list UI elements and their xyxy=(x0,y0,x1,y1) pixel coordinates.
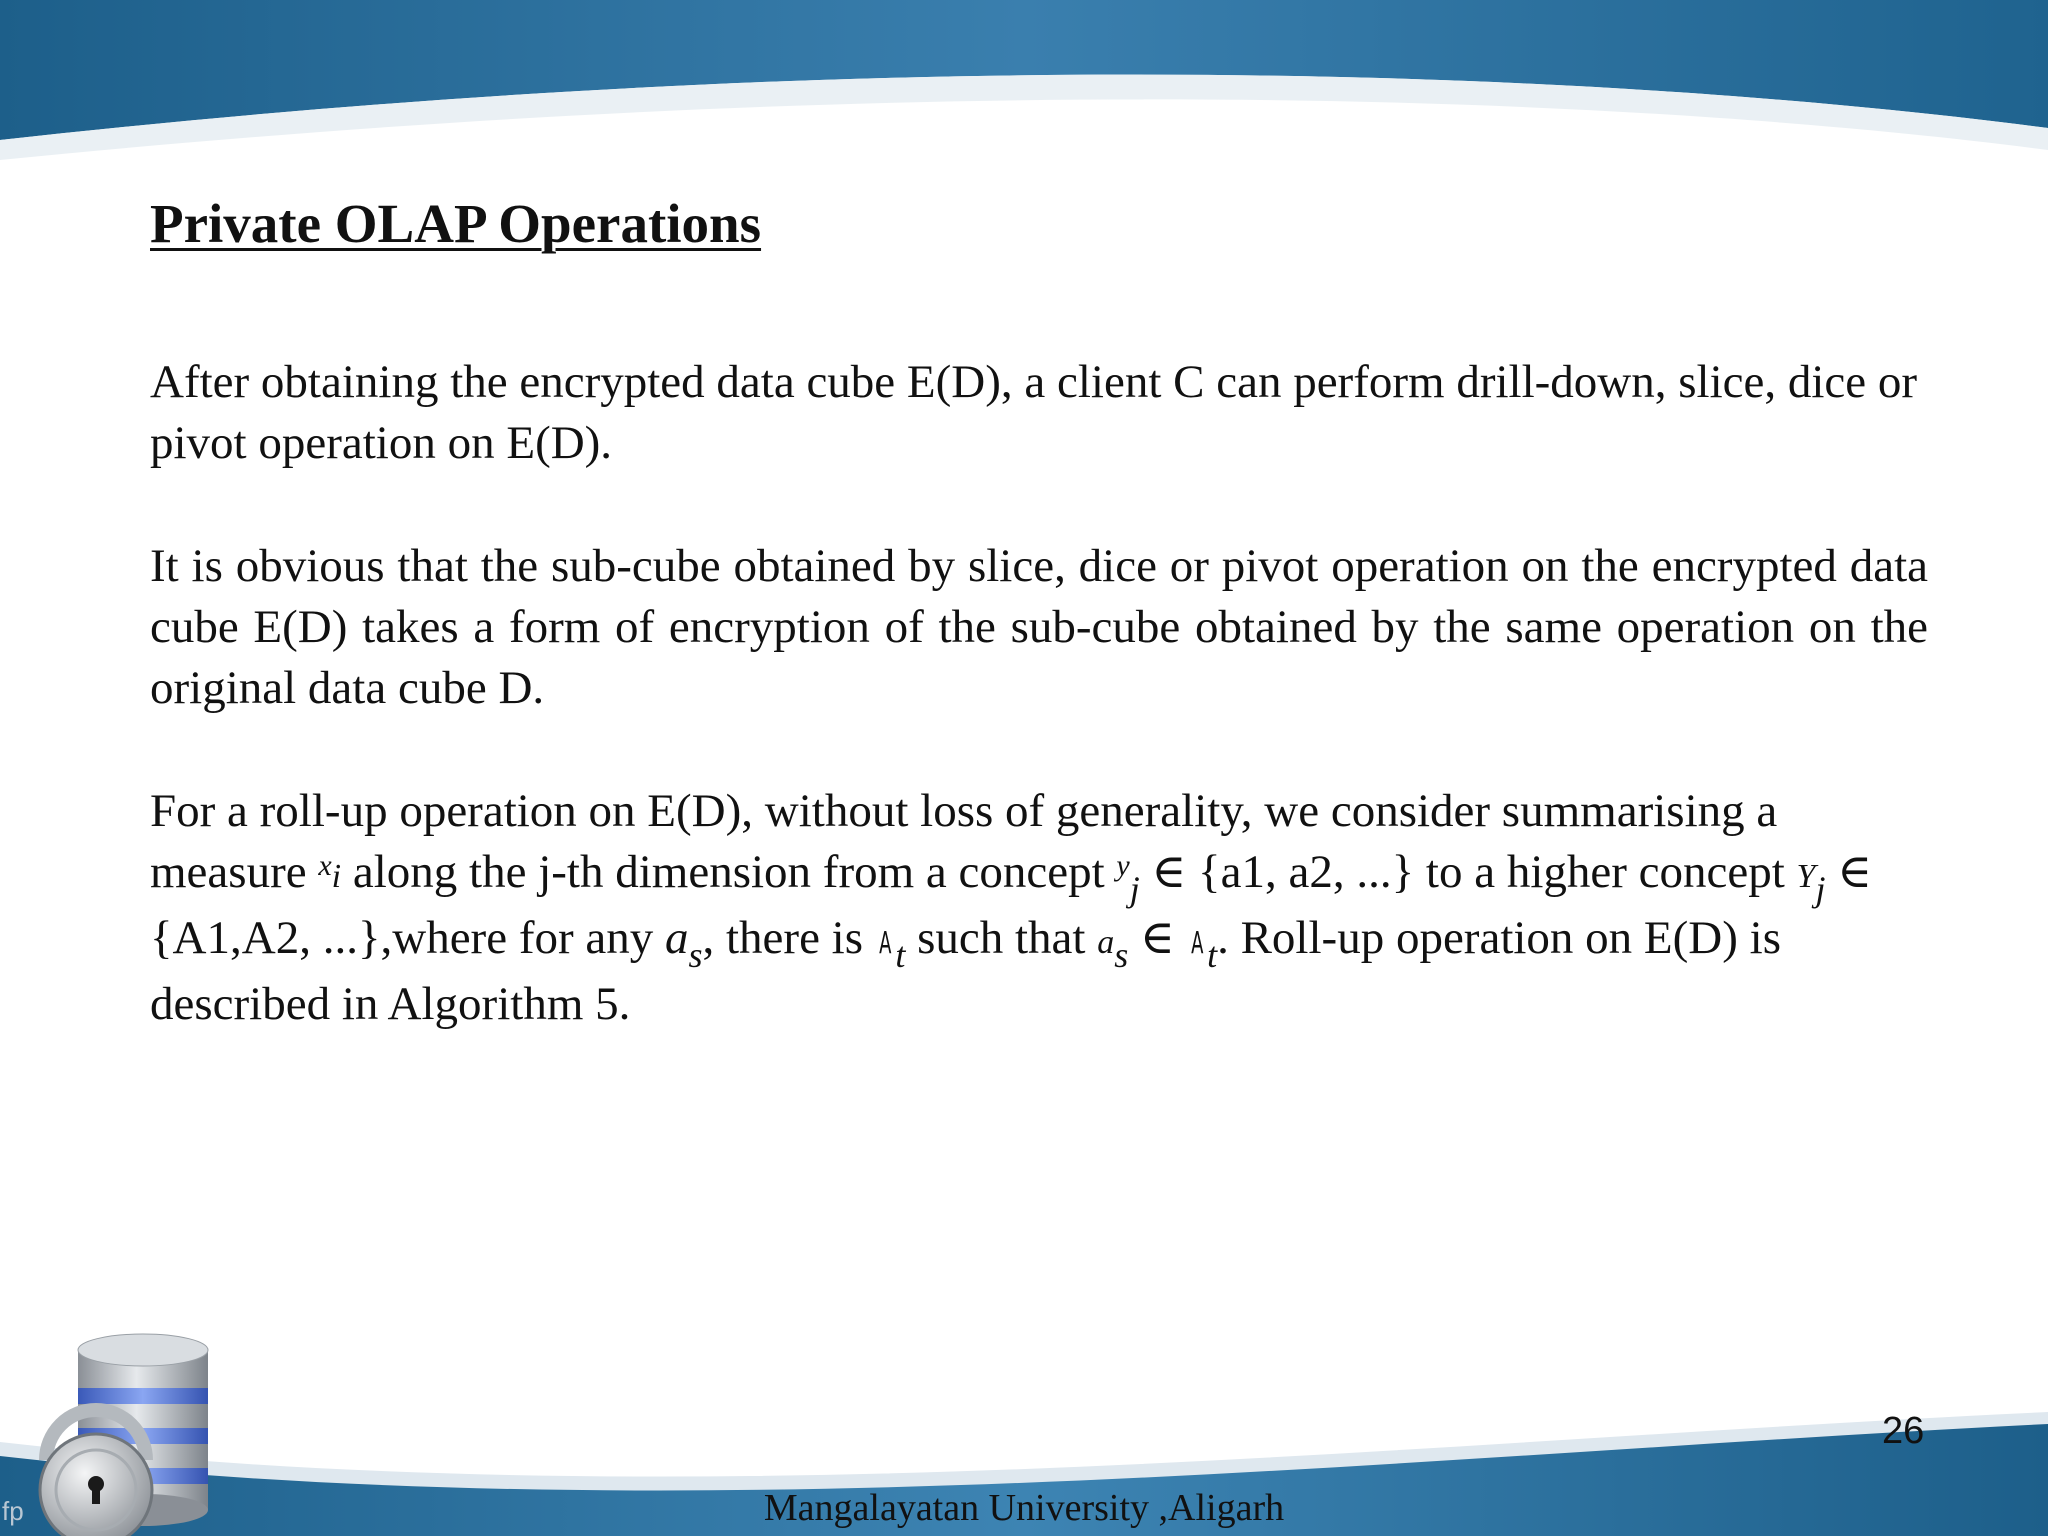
slide-title: Private OLAP Operations xyxy=(150,193,762,254)
math-y-j xyxy=(1116,846,1140,909)
text-run: For a roll-up operation on E(D), without loss of generality, we consider summarising a measure xyxy=(150,785,1778,898)
text-run: . Roll-up operation on E(D) is described in Algorithm 5. xyxy=(150,912,1781,1030)
var-a2: a xyxy=(1097,924,1115,961)
paragraph-2: It is obvious that the sub-cube obtained by slice, dice or pivot operation on the encrypted data cube E(D) takes a form of encryption of the sub-cube obtained by the same operation on the original data cube D. xyxy=(150,540,1928,714)
var-a: a xyxy=(664,912,689,964)
text-run: such that xyxy=(905,912,1098,964)
var-x: x xyxy=(318,849,332,882)
text-run: ∈ {a1, a2, ...} to a higher concept xyxy=(1139,846,1797,898)
sub-t2: t xyxy=(1207,935,1218,975)
header-banner xyxy=(0,0,2048,190)
sub-t: t xyxy=(895,935,906,975)
paragraph-1: After obtaining the encrypted data cube E(D), a client C can perform drill-down, slice, dice or pivot operation on E(D). xyxy=(150,356,1918,469)
sub-j: j xyxy=(1129,869,1140,909)
math-a-s xyxy=(664,912,703,975)
element-of: ∈ xyxy=(1128,912,1187,964)
math-x-i xyxy=(318,846,341,898)
watermark-text: fp xyxy=(2,1496,24,1526)
text-run: , there is xyxy=(702,912,875,964)
footer-text: Mangalayatan University ,Aligarh xyxy=(763,1487,1285,1529)
sub-i: i xyxy=(331,858,342,895)
var-y: y xyxy=(1116,849,1130,882)
paragraph-3 xyxy=(150,781,1928,1035)
var-A2: A xyxy=(1190,926,1203,961)
page-number: 26 xyxy=(1882,1410,1925,1452)
text-run: along the j-th dimension from a concept xyxy=(341,846,1117,898)
math-A-t xyxy=(875,912,906,975)
sub-s: s xyxy=(688,935,703,975)
var-A: A xyxy=(878,926,892,961)
var-Y: Y xyxy=(1796,858,1816,895)
sub-j2: j xyxy=(1815,869,1826,909)
sub-s2: s xyxy=(1114,935,1129,975)
text-run: ∈ {A1,A2, ...},where for any xyxy=(150,846,1873,964)
database-lock-icon xyxy=(18,1330,228,1536)
math-a-in-A xyxy=(1097,912,1218,975)
math-Y-j xyxy=(1796,846,1826,909)
